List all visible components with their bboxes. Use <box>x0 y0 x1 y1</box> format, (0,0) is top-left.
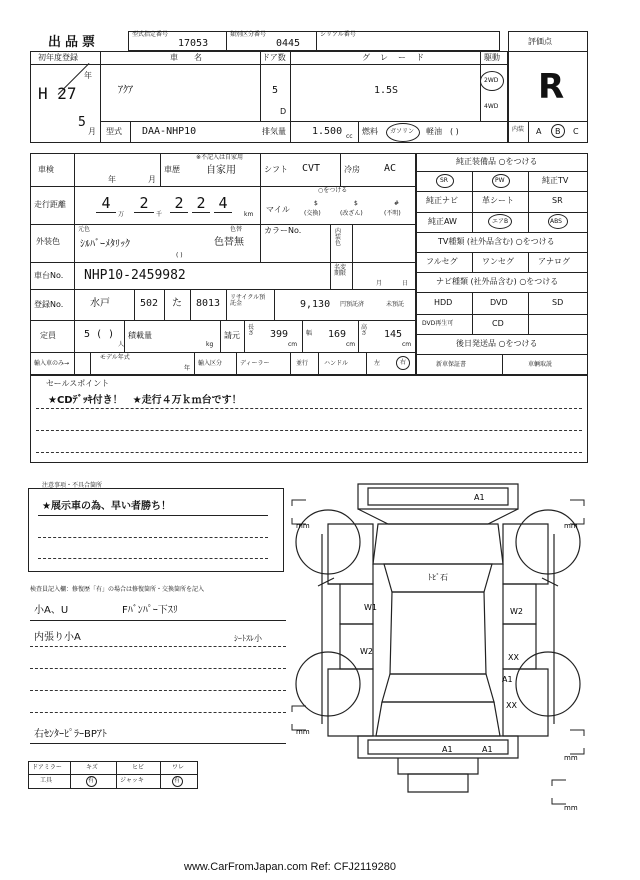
shift-label: シフト <box>264 165 288 174</box>
color-change-value: 色替無 <box>214 237 244 248</box>
load-unit: kg <box>206 341 214 348</box>
exchange-symbol: $ <box>314 200 318 207</box>
drive-2wd: 2WD <box>484 77 499 84</box>
owner-manual: 車輌取説 <box>528 361 553 368</box>
trunk-outline <box>376 702 500 736</box>
interior-a: A <box>536 127 542 136</box>
history-label: 車歴 <box>164 165 180 174</box>
fuel-value: ガソリン <box>390 128 415 135</box>
handle-right: 右 <box>400 359 407 366</box>
name-change-label: 名変期限 <box>334 264 347 277</box>
length-label: 長さ <box>248 324 255 337</box>
inspector-label: 検査員記入欄：修復歴「有」の場合は修復箇所・交換箇所を記入 <box>30 586 205 593</box>
grade-label: グレード <box>362 53 434 62</box>
new-car-warranty: 新車保証書 <box>436 361 467 368</box>
handle-left: 左 <box>374 360 381 367</box>
break-label: ワレ <box>172 764 185 771</box>
damage-a1-rear2: A1 <box>482 745 493 754</box>
score-value: R <box>538 67 565 107</box>
right-rear-door <box>503 624 536 669</box>
tv-analog: アナログ <box>538 257 570 266</box>
reg-kana: た <box>172 298 182 309</box>
footer-ref: www.CarFromJapan.com Ref: CFJ2119280 <box>184 861 396 873</box>
car-diagram <box>288 474 588 814</box>
tv-fullseg: フルセグ <box>426 257 458 266</box>
equip-airbag: エアB <box>492 218 509 225</box>
model-year-label: モデル年式 <box>100 354 130 361</box>
capacity-label: 定員 <box>40 331 56 340</box>
mirror-label: ドアミラー <box>32 764 62 771</box>
cc-unit: cc <box>346 133 353 140</box>
equip-pw: PW <box>495 177 505 184</box>
import-type-label: 輸入区分 <box>198 360 223 367</box>
height-label: 高さ <box>361 324 368 337</box>
tamper-option: (改ざん) <box>340 210 363 217</box>
notes-label: 注意事項・不具合箇所 <box>42 482 103 489</box>
color-paren: ( ) <box>176 252 183 259</box>
request-label: 請元 <box>224 331 240 340</box>
drive-4wd: 4WD <box>484 103 499 110</box>
capacity-value: 5 ( ) <box>84 329 115 340</box>
car-name: ｱｸｱ <box>118 85 133 96</box>
inspector-line3: 右ｾﾝﾀｰﾋﾟﾗｰBPｱﾄ <box>34 729 107 740</box>
jack-label: ジャッキ <box>120 777 144 784</box>
inspection-month-unit: 月 <box>148 175 156 184</box>
damage-xx-right: XX <box>508 653 519 662</box>
grade-value: 1.5S <box>374 85 399 96</box>
name-change-month: 月 <box>376 280 383 287</box>
tool-label: 工具 <box>40 777 53 784</box>
rear-glass-outline <box>382 674 494 702</box>
mm-unit: mm <box>296 728 310 736</box>
doors-label: ドア数 <box>262 53 286 62</box>
inspector-line1: 小A、U <box>34 605 69 616</box>
exchange-option: (交換) <box>304 210 321 217</box>
inspection-year-unit: 年 <box>108 175 116 184</box>
inspection-label: 車検 <box>38 165 54 174</box>
length-unit: cm <box>288 341 298 348</box>
genuine-label: 純正装備品 ○をつける <box>456 157 538 166</box>
mileage-digit: 2 <box>192 194 210 213</box>
reg-label: 登録No. <box>34 300 64 309</box>
crack-label: ヒビ <box>132 764 145 771</box>
mm-unit: mm <box>564 522 578 530</box>
interior-label: 内装 <box>512 126 525 133</box>
tool-value: 有 <box>88 777 95 784</box>
navi-type-label: ナビ種類 (社外品含む) ○をつける <box>436 277 559 286</box>
recycle-label: リサイクル預託金 <box>230 294 266 307</box>
history-value: 自家用 <box>206 165 236 176</box>
door-type: D <box>280 107 287 116</box>
damage-w1-left: W1 <box>364 603 377 612</box>
navi-sd: SD <box>552 298 564 307</box>
color-no-label: カラーNo. <box>264 226 302 235</box>
mileage-label: 走行距離 <box>34 200 66 209</box>
inspector-line1b: Fﾊﾞﾝﾊﾟｰ下ｽﾘ <box>122 605 178 616</box>
private-note: ※不記入は自家用 <box>196 154 244 161</box>
mm-unit: mm <box>296 522 310 530</box>
jack-value: 有 <box>174 777 181 784</box>
orig-color-label: 元色 <box>78 226 91 233</box>
person-unit: 人 <box>118 341 125 348</box>
model-label: 型式 <box>106 127 122 136</box>
tamper-symbol: $ <box>354 200 358 207</box>
dealer-option: ディーラー <box>240 360 270 367</box>
mm-unit: mm <box>564 804 578 812</box>
circle-note: ○をつける <box>318 187 348 194</box>
doors-value: 5 <box>272 85 279 96</box>
first-reg-year: H 27 <box>38 84 77 103</box>
import-label: 輸入車のみ→ <box>34 360 70 367</box>
unknown-symbol: # <box>394 200 400 207</box>
chassis-label: 車台No. <box>34 271 64 280</box>
first-reg-label: 初年度登録 <box>38 53 78 62</box>
rear-bumper-outline <box>358 736 518 758</box>
sales-point-box <box>30 375 588 463</box>
serial-label: シリアル番号 <box>320 31 356 38</box>
navi-dvd: DVD <box>490 298 508 307</box>
damage-w2-left: W2 <box>360 647 373 656</box>
left-front-fender <box>328 524 373 584</box>
equip-abs: ABS <box>550 218 562 225</box>
int-color-label: 内装色 <box>335 228 342 247</box>
recycle-no: 未預託 <box>386 301 405 308</box>
load-label: 積載量 <box>128 331 152 340</box>
mm-unit: mm <box>564 754 578 762</box>
month-unit: 月 <box>88 127 96 136</box>
equip-sr-top: SR <box>440 177 448 184</box>
fuel-label: 燃料 <box>362 127 378 136</box>
color-change-label: 色替 <box>230 226 243 233</box>
km-unit: km <box>244 211 254 218</box>
reg-class: 502 <box>140 298 159 309</box>
doc-title: 出品票 <box>48 35 100 50</box>
equip-sr: SR <box>552 196 563 205</box>
damage-a1-right: A1 <box>502 675 513 684</box>
scratch-label: キズ <box>86 764 98 771</box>
sen-unit: 千 <box>156 211 163 218</box>
equip-genuine-navi: 純正ナビ <box>426 196 458 205</box>
car-name-label: 車名 <box>170 53 218 62</box>
damage-xx-right2: XX <box>506 701 517 710</box>
handle-label: ハンドル <box>324 360 349 367</box>
interior-c: C <box>573 127 579 136</box>
equip-genuine-aw: 純正AW <box>428 217 457 226</box>
height-value: 145 <box>384 329 403 340</box>
navi-cd: CD <box>492 319 504 328</box>
roof-outline <box>390 592 486 674</box>
width-value: 169 <box>328 329 347 340</box>
year-unit: 年 <box>84 71 92 80</box>
drive-label: 駆動 <box>484 53 500 62</box>
length-value: 399 <box>270 329 289 340</box>
displacement-value: 1.500 <box>312 126 343 137</box>
reg-number: 8013 <box>196 298 221 309</box>
post-docs-label: 後日発送品 ○をつける <box>456 339 538 348</box>
inspector-line2: 内張り小A <box>34 632 81 643</box>
width-unit: cm <box>346 341 356 348</box>
equip-genuine-tv: 純正TV <box>542 176 569 185</box>
right-front-fender <box>503 524 548 584</box>
damage-w2-right: W2 <box>510 607 523 616</box>
damage-rock-chip: ﾄﾋﾞ石 <box>428 573 448 582</box>
right-front-door <box>503 584 536 624</box>
interior-b: B <box>555 127 561 136</box>
height-unit: cm <box>402 341 412 348</box>
model-value: DAA-NHP10 <box>142 126 197 137</box>
mileage-digit: 2 <box>170 194 188 213</box>
parallel-option: 並行 <box>296 360 309 367</box>
type-number-label: 型式指定番号 <box>132 31 169 38</box>
orig-color-value: ｼﾙﾊﾞｰﾒﾀﾘｯｸ <box>80 239 130 250</box>
displacement-label: 排気量 <box>262 127 286 136</box>
navi-hdd: HDD <box>434 298 453 307</box>
damage-a1-rear1: A1 <box>442 745 453 754</box>
mileage-digit: 4 <box>214 194 232 213</box>
unknown-option: (不明) <box>384 210 401 217</box>
type-number: 17053 <box>178 38 209 49</box>
tv-oneseg: ワンセグ <box>482 257 514 266</box>
notes-text: ★展示車の為、早い者勝ち！ <box>42 501 171 512</box>
class-number-label: 類別区分番号 <box>230 31 267 38</box>
ac-label: 冷房 <box>344 165 360 174</box>
tv-type-label: TV種類 (社外品含む) ○をつける <box>438 237 555 246</box>
reg-area: 水戸 <box>90 298 110 309</box>
width-label: 幅 <box>306 330 313 337</box>
score-label: 評価点 <box>528 37 552 46</box>
recycle-unit: 円預託済 <box>340 301 365 308</box>
damage-a1-front: A1 <box>474 493 485 502</box>
mileage-digit: 4 <box>96 194 116 213</box>
recycle-amount: 9,130 <box>300 299 331 310</box>
shift-value: CVT <box>302 163 321 174</box>
ac-value: AC <box>384 163 397 174</box>
light-oil-label: 軽油 <box>426 127 442 136</box>
chassis-value: NHP10-2459982 <box>84 268 186 283</box>
mile-option: マイル <box>266 205 290 214</box>
inspector-line2b: ｼｰﾄｽﾚ小 <box>234 634 262 643</box>
man-unit: 万 <box>118 211 125 218</box>
model-year-unit: 年 <box>184 365 191 372</box>
sales-point-label: セールスポイント <box>46 379 110 388</box>
auction-sheet: 出品票 型式指定番号 17053 類別区分番号 0445 シリアル番号 評価点 R 初年度登録 年 H 27 5 月 車名 ｱｸｱ ドア数 5 D グレード 1.5S 駆動 2WD 4WD 型式 DAA-NHP10 排気量 1.500 cc 燃料 ガソリン 軽油 ( ) 内装 A B C 車検 年 月 車歴 ※不記入は自家用 自家用 シフト CVT 冷房 AC 走行距離 4 万 2 千 2 2 4 km ○をつける マイル $ (交換) $ (改ざん) # (不明) 外装色 元色 ｼﾙﾊﾞｰﾒﾀﾘｯｸ 色替 色替無 ( ) カラーNo. 内装色 車台No. NHP10-2459982 名変期限 月 日 登録No. 水戸 502 た 8013 リサイクル預託金 9,130 円預託済 未預託 定員 5 ( ) 人 積載量 kg 請元 長さ 399 cm 幅 169 cm 高さ 145 cm 輸入車のみ→ モデル年式 年 輸入区分 ディーラー 並行 ハンドル 左 右 純正装備品 ○をつける SR PW 純正TV 純正ナビ 革シート SR 純正AW エアB ABS TV種類 (社外品含む) ○をつける フルセグ ワンセグ アナログ ナビ種類 (社外品含む) ○をつける HDD DVD SD DVD再生可 CD 後日発送品 ○をつける 新車保証書 車輌取説 セールスポイント ★CDﾃﾞｯｷ付き！ ★走行４万ｋｍ台です！ 注意事項・不具合箇所 ★展示車の為、早い者勝ち！ 検査員記入欄：修復歴「有」の場合は修復箇所・交換箇所を記入 小A、U Fﾊﾞﾝﾊﾟｰ下ｽﾘ 内張り小A ｼｰﾄｽﾚ小 右ｾﾝﾀｰﾋﾟﾗｰBPｱﾄ ドアミラー キズ ヒビ ワレ 工具 有 ジャッキ 有 A1 ﾄﾋﾞ石 W1 W2 W2 XX A1 XX A1 A1 mm mm mm mm mm www.CarFromJapan.com Ref: CFJ2119280 <box>0 0 640 880</box>
equip-leather: 革シート <box>482 196 514 205</box>
navi-dvd-play: DVD再生可 <box>422 320 454 327</box>
first-reg-month: 5 <box>78 115 86 130</box>
mileage-digit: 2 <box>134 194 154 213</box>
color-label: 外装色 <box>36 237 60 246</box>
sales-point-text: ★CDﾃﾞｯｷ付き！ ★走行４万ｋｍ台です！ <box>48 395 242 406</box>
hood-outline <box>373 524 503 564</box>
class-number: 0445 <box>276 38 301 49</box>
left-rear-fender <box>328 669 373 736</box>
